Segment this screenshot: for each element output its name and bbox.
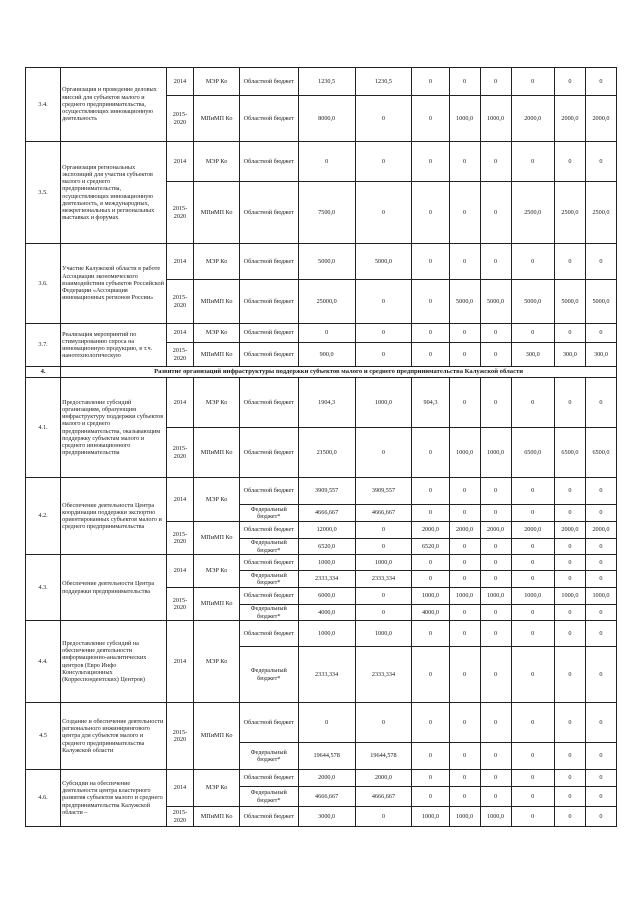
value-cell: 0 bbox=[412, 703, 449, 743]
row-index: 4.3. bbox=[26, 555, 61, 621]
value-cell: 19644,578 bbox=[355, 743, 412, 770]
value-cell: 6520,0 bbox=[412, 539, 449, 555]
value-cell: 0 bbox=[412, 505, 449, 522]
row-description: Субсидии на обеспечение деятельности центра кластерного развития субъектов малого и среднего предпринимательства Калужской области – bbox=[61, 770, 166, 827]
value-cell: 0 bbox=[554, 244, 585, 280]
source-cell: Областной бюджет bbox=[239, 244, 298, 280]
value-cell: 0 bbox=[449, 68, 480, 96]
year-cell: 2014 bbox=[166, 142, 194, 182]
table-row bbox=[26, 621, 617, 647]
value-cell: 0 bbox=[585, 505, 616, 522]
year-cell: 2014 bbox=[166, 324, 194, 343]
value-cell: 2000,0 bbox=[511, 522, 554, 539]
value-cell: 0 bbox=[585, 324, 616, 343]
value-cell: 6520,0 bbox=[298, 539, 355, 555]
value-cell: 2333,334 bbox=[298, 571, 355, 588]
value-cell: 2500,0 bbox=[585, 182, 616, 244]
value-cell: 0 bbox=[585, 378, 616, 428]
value-cell: 0 bbox=[412, 324, 449, 343]
value-cell: 0 bbox=[480, 182, 511, 244]
value-cell: 0 bbox=[511, 244, 554, 280]
year-cell: 2015-2020 bbox=[166, 343, 194, 367]
value-cell: 0 bbox=[554, 787, 585, 807]
value-cell: 0 bbox=[449, 343, 480, 367]
value-cell: 0 bbox=[480, 770, 511, 787]
value-cell: 2500,0 bbox=[511, 182, 554, 244]
value-cell: 1000,0 bbox=[480, 428, 511, 478]
source-cell: Областной бюджет bbox=[239, 703, 298, 743]
value-cell: 0 bbox=[412, 244, 449, 280]
value-cell: 0 bbox=[298, 142, 355, 182]
value-cell: 3000,0 bbox=[298, 807, 355, 827]
value-cell: 0 bbox=[449, 787, 480, 807]
value-cell: 0 bbox=[511, 324, 554, 343]
value-cell: 2000,0 bbox=[412, 522, 449, 539]
source-cell: Федеральный бюджет* bbox=[239, 539, 298, 555]
value-cell: 0 bbox=[480, 571, 511, 588]
section-title: Развитие организаций инфраструктуры поддержки субъектов малого и среднего предпринимательства Калужской области bbox=[61, 367, 617, 378]
row-index: 3.5. bbox=[26, 142, 61, 244]
value-cell: 0 bbox=[480, 555, 511, 571]
table-row bbox=[26, 703, 617, 743]
value-cell: 0 bbox=[511, 68, 554, 96]
year-cell: 2014 bbox=[166, 555, 194, 588]
value-cell: 0 bbox=[585, 807, 616, 827]
value-cell: 25000,0 bbox=[298, 280, 355, 324]
value-cell: 0 bbox=[412, 182, 449, 244]
value-cell: 0 bbox=[480, 703, 511, 743]
value-cell: 0 bbox=[449, 571, 480, 588]
source-cell: Областной бюджет bbox=[239, 621, 298, 647]
source-cell: Областной бюджет bbox=[239, 378, 298, 428]
value-cell: 1000,0 bbox=[355, 555, 412, 571]
row-index: 4.5 bbox=[26, 703, 61, 770]
value-cell: 0 bbox=[449, 605, 480, 621]
value-cell: 0 bbox=[585, 539, 616, 555]
value-cell: 4000,0 bbox=[298, 605, 355, 621]
value-cell: 1000,0 bbox=[449, 428, 480, 478]
row-description: Организация региональных экспозиций для участия субъектов малого и среднего предпринимательства, осуществляющих инновационную деятельность, в международных, межрегиональных и региональных выставках и форумах bbox=[61, 142, 166, 244]
value-cell: 0 bbox=[554, 647, 585, 703]
value-cell: 5000,0 bbox=[554, 280, 585, 324]
value-cell: 19644,578 bbox=[298, 743, 355, 770]
value-cell: 0 bbox=[585, 703, 616, 743]
executor-cell: МЭР Ко bbox=[194, 142, 239, 182]
value-cell: 0 bbox=[449, 647, 480, 703]
year-cell: 2014 bbox=[166, 478, 194, 522]
value-cell: 0 bbox=[355, 96, 412, 142]
executor-cell: МЭР Ко bbox=[194, 621, 239, 703]
value-cell: 0 bbox=[412, 280, 449, 324]
value-cell: 1000,0 bbox=[298, 621, 355, 647]
source-cell: Областной бюджет bbox=[239, 182, 298, 244]
row-index: 4.1. bbox=[26, 378, 61, 478]
year-cell: 2014 bbox=[166, 68, 194, 96]
row-index: 4.4. bbox=[26, 621, 61, 703]
value-cell: 900,0 bbox=[298, 343, 355, 367]
value-cell: 0 bbox=[449, 478, 480, 505]
value-cell: 0 bbox=[449, 142, 480, 182]
year-cell: 2015-2020 bbox=[166, 522, 194, 555]
value-cell: 0 bbox=[585, 770, 616, 787]
value-cell: 1904,3 bbox=[298, 378, 355, 428]
value-cell: 0 bbox=[449, 378, 480, 428]
source-cell: Федеральный бюджет* bbox=[239, 787, 298, 807]
year-cell: 2015-2020 bbox=[166, 588, 194, 621]
value-cell: 0 bbox=[554, 324, 585, 343]
value-cell: 0 bbox=[355, 280, 412, 324]
value-cell: 1000,0 bbox=[449, 588, 480, 605]
value-cell: 6500,0 bbox=[511, 428, 554, 478]
value-cell: 0 bbox=[449, 555, 480, 571]
year-cell: 2014 bbox=[166, 378, 194, 428]
value-cell: 0 bbox=[480, 142, 511, 182]
value-cell: 2000,0 bbox=[585, 96, 616, 142]
year-cell: 2015-2020 bbox=[166, 96, 194, 142]
value-cell: 0 bbox=[449, 539, 480, 555]
source-cell: Областной бюджет bbox=[239, 343, 298, 367]
source-cell: Областной бюджет bbox=[239, 478, 298, 505]
value-cell: 2000,0 bbox=[511, 96, 554, 142]
value-cell: 2000,0 bbox=[554, 522, 585, 539]
source-cell: Федеральный бюджет* bbox=[239, 605, 298, 621]
value-cell: 2500,0 bbox=[554, 182, 585, 244]
value-cell: 0 bbox=[412, 770, 449, 787]
executor-cell: МПиМП Ко bbox=[194, 522, 239, 555]
year-cell: 2015-2020 bbox=[166, 703, 194, 770]
executor-cell: МПиМП Ко bbox=[194, 182, 239, 244]
source-cell: Областной бюджет bbox=[239, 807, 298, 827]
table-row bbox=[26, 378, 617, 428]
executor-cell: МЭР Ко bbox=[194, 378, 239, 428]
table-row bbox=[26, 244, 617, 280]
value-cell: 0 bbox=[449, 244, 480, 280]
section-index: 4. bbox=[26, 367, 61, 378]
value-cell: 0 bbox=[511, 142, 554, 182]
value-cell: 0 bbox=[355, 343, 412, 367]
value-cell: 0 bbox=[554, 770, 585, 787]
value-cell: 0 bbox=[412, 787, 449, 807]
source-cell: Областной бюджет bbox=[239, 142, 298, 182]
value-cell: 0 bbox=[355, 703, 412, 743]
value-cell: 0 bbox=[480, 244, 511, 280]
value-cell: 1000,0 bbox=[412, 807, 449, 827]
executor-cell: МЭР Ко bbox=[194, 770, 239, 807]
value-cell: 0 bbox=[554, 703, 585, 743]
value-cell: 0 bbox=[412, 428, 449, 478]
value-cell: 0 bbox=[355, 539, 412, 555]
year-cell: 2015-2020 bbox=[166, 280, 194, 324]
value-cell: 1000,0 bbox=[480, 96, 511, 142]
table-row bbox=[26, 324, 617, 343]
value-cell: 0 bbox=[585, 743, 616, 770]
value-cell: 0 bbox=[511, 378, 554, 428]
row-index: 3.7. bbox=[26, 324, 61, 367]
row-description: Обеспечение деятельности Центра координации поддержки экспортно ориентированных субъектов малого и среднего предпринимательства bbox=[61, 478, 166, 555]
value-cell: 0 bbox=[412, 142, 449, 182]
value-cell: 0 bbox=[480, 324, 511, 343]
value-cell: 2333,334 bbox=[298, 647, 355, 703]
value-cell: 0 bbox=[355, 324, 412, 343]
value-cell: 1000,0 bbox=[412, 588, 449, 605]
value-cell: 0 bbox=[554, 478, 585, 505]
value-cell: 6000,0 bbox=[298, 588, 355, 605]
value-cell: 0 bbox=[480, 505, 511, 522]
value-cell: 0 bbox=[511, 539, 554, 555]
value-cell: 12000,0 bbox=[298, 522, 355, 539]
value-cell: 5000,0 bbox=[511, 280, 554, 324]
value-cell: 0 bbox=[554, 378, 585, 428]
value-cell: 0 bbox=[554, 807, 585, 827]
value-cell: 0 bbox=[511, 478, 554, 505]
source-cell: Областной бюджет bbox=[239, 96, 298, 142]
value-cell: 0 bbox=[554, 571, 585, 588]
year-cell: 2015-2020 bbox=[166, 807, 194, 827]
value-cell: 0 bbox=[585, 571, 616, 588]
value-cell: 5000,0 bbox=[298, 244, 355, 280]
source-cell: Областной бюджет bbox=[239, 588, 298, 605]
source-cell: Федеральный бюджет* bbox=[239, 505, 298, 522]
source-cell: Областной бюджет bbox=[239, 428, 298, 478]
value-cell: 5000,0 bbox=[355, 244, 412, 280]
value-cell: 0 bbox=[449, 703, 480, 743]
value-cell: 2000,0 bbox=[554, 96, 585, 142]
value-cell: 1000,0 bbox=[355, 378, 412, 428]
value-cell: 6500,0 bbox=[585, 428, 616, 478]
row-index: 3.4. bbox=[26, 68, 61, 142]
value-cell: 0 bbox=[511, 703, 554, 743]
value-cell: 300,0 bbox=[511, 343, 554, 367]
row-description: Предоставление субсидий на обеспечение деятельности информационно-аналитических центров (Евро Инфо Консультационных (Корреспондентских) Центров) bbox=[61, 621, 166, 703]
value-cell: 8000,0 bbox=[298, 96, 355, 142]
table-row bbox=[26, 142, 617, 182]
value-cell: 0 bbox=[449, 505, 480, 522]
value-cell: 0 bbox=[480, 68, 511, 96]
value-cell: 0 bbox=[585, 142, 616, 182]
value-cell: 4000,0 bbox=[412, 605, 449, 621]
row-index: 4.2. bbox=[26, 478, 61, 555]
value-cell: 0 bbox=[449, 182, 480, 244]
value-cell: 0 bbox=[412, 555, 449, 571]
executor-cell: МПиМП Ко bbox=[194, 807, 239, 827]
source-cell: Областной бюджет bbox=[239, 280, 298, 324]
value-cell: 1000,0 bbox=[449, 96, 480, 142]
value-cell: 5000,0 bbox=[449, 280, 480, 324]
year-cell: 2014 bbox=[166, 770, 194, 807]
value-cell: 0 bbox=[554, 539, 585, 555]
value-cell: 0 bbox=[585, 787, 616, 807]
value-cell: 0 bbox=[449, 743, 480, 770]
executor-cell: МЭР Ко bbox=[194, 555, 239, 588]
value-cell: 0 bbox=[511, 770, 554, 787]
executor-cell: МЭР Ко bbox=[194, 478, 239, 522]
value-cell: 0 bbox=[480, 621, 511, 647]
source-cell: Областной бюджет bbox=[239, 68, 298, 96]
value-cell: 1000,0 bbox=[355, 621, 412, 647]
value-cell: 2333,334 bbox=[355, 647, 412, 703]
value-cell: 0 bbox=[554, 555, 585, 571]
value-cell: 0 bbox=[298, 703, 355, 743]
executor-cell: МПиМП Ко bbox=[194, 428, 239, 478]
value-cell: 0 bbox=[449, 324, 480, 343]
value-cell: 0 bbox=[449, 621, 480, 647]
value-cell: 0 bbox=[480, 343, 511, 367]
executor-cell: МПиМП Ко bbox=[194, 96, 239, 142]
value-cell: 2333,334 bbox=[355, 571, 412, 588]
value-cell: 0 bbox=[554, 743, 585, 770]
value-cell: 0 bbox=[412, 96, 449, 142]
value-cell: 300,0 bbox=[554, 343, 585, 367]
value-cell: 0 bbox=[412, 621, 449, 647]
value-cell: 0 bbox=[511, 505, 554, 522]
row-index: 3.6. bbox=[26, 244, 61, 324]
value-cell: 3909,557 bbox=[355, 478, 412, 505]
value-cell: 0 bbox=[511, 807, 554, 827]
value-cell: 0 bbox=[554, 142, 585, 182]
value-cell: 0 bbox=[298, 324, 355, 343]
value-cell: 0 bbox=[355, 605, 412, 621]
row-description: Предоставление субсидий организациям, образующим инфраструктуру поддержки субъектов малого и среднего предпринимательства, оказывающим поддержку субъектам малого и среднего инновационного предпринимательства bbox=[61, 378, 166, 478]
value-cell: 0 bbox=[355, 522, 412, 539]
value-cell: 0 bbox=[585, 647, 616, 703]
value-cell: 5000,0 bbox=[480, 280, 511, 324]
value-cell: 0 bbox=[511, 621, 554, 647]
value-cell: 0 bbox=[412, 647, 449, 703]
value-cell: 1000,0 bbox=[511, 588, 554, 605]
value-cell: 4666,667 bbox=[298, 787, 355, 807]
budget-table bbox=[25, 67, 617, 827]
value-cell: 0 bbox=[412, 478, 449, 505]
value-cell: 0 bbox=[412, 343, 449, 367]
value-cell: 3909,557 bbox=[298, 478, 355, 505]
value-cell: 0 bbox=[585, 605, 616, 621]
value-cell: 6500,0 bbox=[554, 428, 585, 478]
value-cell: 0 bbox=[449, 770, 480, 787]
value-cell: 21500,0 bbox=[298, 428, 355, 478]
value-cell: 0 bbox=[585, 555, 616, 571]
source-cell: Областной бюджет bbox=[239, 770, 298, 787]
value-cell: 2000,0 bbox=[298, 770, 355, 787]
value-cell: 0 bbox=[480, 478, 511, 505]
source-cell: Областной бюджет bbox=[239, 555, 298, 571]
executor-cell: МПиМП Ко bbox=[194, 703, 239, 770]
row-description: Организация и проведение деловых миссий для субъектов малого и среднего предпринимательства, осуществляющих инновационную деятельность bbox=[61, 68, 166, 142]
row-index: 4.6. bbox=[26, 770, 61, 827]
value-cell: 0 bbox=[511, 555, 554, 571]
value-cell: 0 bbox=[355, 428, 412, 478]
value-cell: 0 bbox=[585, 244, 616, 280]
value-cell: 5000,0 bbox=[585, 280, 616, 324]
source-cell: Федеральный бюджет* bbox=[239, 743, 298, 770]
value-cell: 1000,0 bbox=[480, 588, 511, 605]
year-cell: 2014 bbox=[166, 621, 194, 703]
value-cell: 0 bbox=[480, 539, 511, 555]
table-row bbox=[26, 68, 617, 96]
value-cell: 0 bbox=[412, 571, 449, 588]
value-cell: 4666,667 bbox=[355, 505, 412, 522]
source-cell: Областной бюджет bbox=[239, 522, 298, 539]
value-cell: 0 bbox=[585, 68, 616, 96]
value-cell: 0 bbox=[480, 647, 511, 703]
value-cell: 0 bbox=[480, 787, 511, 807]
source-cell: Федеральный бюджет* bbox=[239, 647, 298, 703]
value-cell: 1230,5 bbox=[355, 68, 412, 96]
value-cell: 1000,0 bbox=[554, 588, 585, 605]
value-cell: 0 bbox=[554, 68, 585, 96]
section-row bbox=[26, 367, 617, 378]
value-cell: 0 bbox=[355, 182, 412, 244]
value-cell: 1000,0 bbox=[480, 807, 511, 827]
executor-cell: МПиМП Ко bbox=[194, 588, 239, 621]
value-cell: 2000,0 bbox=[355, 770, 412, 787]
row-description: Обеспечение деятельности Центра поддержки предпринимательства bbox=[61, 555, 166, 621]
value-cell: 300,0 bbox=[585, 343, 616, 367]
executor-cell: МЭР Ко bbox=[194, 68, 239, 96]
value-cell: 0 bbox=[511, 743, 554, 770]
executor-cell: МПиМП Ко bbox=[194, 343, 239, 367]
value-cell: 0 bbox=[480, 378, 511, 428]
value-cell: 2000,0 bbox=[480, 522, 511, 539]
value-cell: 0 bbox=[511, 647, 554, 703]
value-cell: 904,3 bbox=[412, 378, 449, 428]
value-cell: 0 bbox=[480, 743, 511, 770]
value-cell: 0 bbox=[554, 621, 585, 647]
value-cell: 0 bbox=[511, 605, 554, 621]
value-cell: 0 bbox=[585, 621, 616, 647]
table-row bbox=[26, 770, 617, 787]
table-row bbox=[26, 555, 617, 571]
value-cell: 0 bbox=[480, 605, 511, 621]
source-cell: Областной бюджет bbox=[239, 324, 298, 343]
value-cell: 0 bbox=[554, 605, 585, 621]
value-cell: 0 bbox=[511, 571, 554, 588]
value-cell: 4666,667 bbox=[298, 505, 355, 522]
source-cell: Федеральный бюджет* bbox=[239, 571, 298, 588]
value-cell: 7500,0 bbox=[298, 182, 355, 244]
year-cell: 2015-2020 bbox=[166, 428, 194, 478]
value-cell: 0 bbox=[412, 743, 449, 770]
value-cell: 0 bbox=[355, 142, 412, 182]
value-cell: 0 bbox=[585, 478, 616, 505]
value-cell: 0 bbox=[412, 68, 449, 96]
value-cell: 0 bbox=[511, 787, 554, 807]
year-cell: 2015-2020 bbox=[166, 182, 194, 244]
executor-cell: МЭР Ко bbox=[194, 244, 239, 280]
value-cell: 2000,0 bbox=[449, 522, 480, 539]
value-cell: 4666,667 bbox=[355, 787, 412, 807]
value-cell: 0 bbox=[554, 505, 585, 522]
value-cell: 1000,0 bbox=[298, 555, 355, 571]
year-cell: 2014 bbox=[166, 244, 194, 280]
row-description: Участие Калужской области в работе Ассоциации экономического взаимодействия субъектов Российской Федерации «Ассоциация инновационных регионов России» bbox=[61, 244, 166, 324]
value-cell: 2000,0 bbox=[585, 522, 616, 539]
value-cell: 1000,0 bbox=[449, 807, 480, 827]
table-row bbox=[26, 478, 617, 505]
value-cell: 0 bbox=[355, 588, 412, 605]
executor-cell: МЭР Ко bbox=[194, 324, 239, 343]
row-description: Реализация мероприятий по стимулированию спроса на инновационную продукцию, в т.ч. нанотехнологическую bbox=[61, 324, 166, 367]
value-cell: 0 bbox=[355, 807, 412, 827]
executor-cell: МПиМП Ко bbox=[194, 280, 239, 324]
value-cell: 1230,5 bbox=[298, 68, 355, 96]
row-description: Создание и обеспечение деятельности регионального инжинирингового центра для субъектов малого и среднего предпринимательства Калужской области bbox=[61, 703, 166, 770]
value-cell: 1000,0 bbox=[585, 588, 616, 605]
